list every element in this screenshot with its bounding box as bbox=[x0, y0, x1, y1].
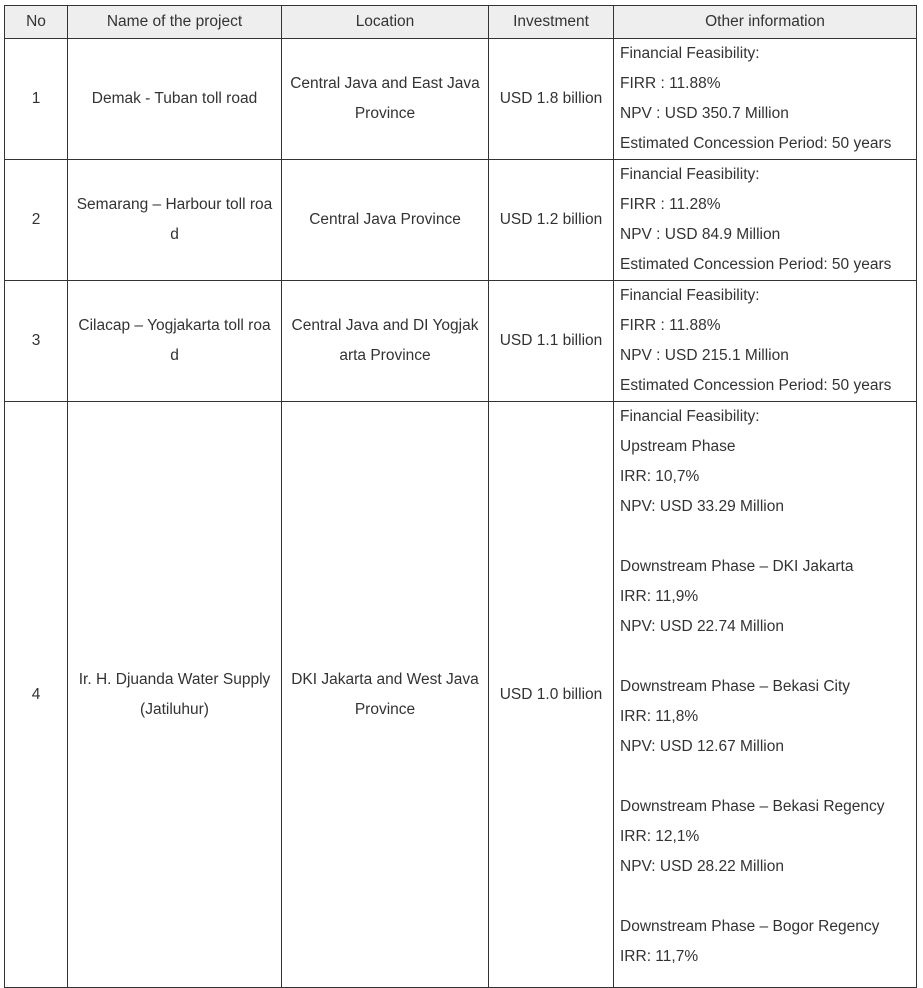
info-line: Financial Feasibility: bbox=[620, 287, 760, 304]
info-line: Financial Feasibility: bbox=[620, 166, 760, 183]
table-row bbox=[5, 39, 917, 160]
info-line: Estimated Concession Period: 50 years bbox=[620, 377, 892, 394]
info-line: NPV : USD 350.7 Million bbox=[620, 105, 789, 122]
header-location: Location bbox=[282, 6, 489, 39]
header-investment: Investment bbox=[489, 6, 614, 39]
info-line: IRR: 11,8% bbox=[620, 708, 699, 725]
info-line: NPV: USD 28.22 Million bbox=[620, 858, 784, 875]
row-investment: USD 1.0 billion bbox=[489, 402, 614, 988]
info-line: Downstream Phase – DKI Jakarta bbox=[620, 558, 854, 575]
row-no: 2 bbox=[5, 160, 68, 281]
row-location: Central Java Province bbox=[309, 211, 461, 228]
info-line: IRR: 12,1% bbox=[620, 828, 700, 845]
row-location: DKI Jakarta and West Java Province bbox=[291, 670, 479, 718]
row-location: Central Java and East Java Province bbox=[290, 75, 480, 122]
info-line: Downstream Phase – Bogor Regency bbox=[620, 918, 880, 935]
info-line: Downstream Phase – Bekasi Regency bbox=[620, 798, 885, 815]
row-other-information bbox=[614, 39, 917, 160]
row-other-information bbox=[614, 402, 917, 988]
info-line: NPV: USD 33.29 Million bbox=[620, 498, 784, 515]
row-project-name: Semarang – Harbour toll road bbox=[76, 196, 273, 243]
table-row bbox=[5, 281, 917, 402]
header-other-information: Other information bbox=[614, 6, 917, 39]
info-line: IRR: 11,7% bbox=[620, 948, 699, 965]
info-line: Financial Feasibility: bbox=[620, 408, 760, 425]
table-row bbox=[5, 160, 917, 281]
table-row bbox=[5, 402, 917, 988]
info-line bbox=[620, 642, 910, 672]
info-line: NPV: USD 12.67 Million bbox=[620, 738, 784, 755]
row-no: 3 bbox=[5, 281, 68, 402]
row-project-name: Cilacap – Yogjakarta toll road bbox=[78, 317, 271, 364]
info-line: IRR: 10,7% bbox=[620, 468, 700, 485]
info-line: FIRR : 11.88% bbox=[620, 317, 721, 334]
info-line: NPV : USD 84.9 Million bbox=[620, 226, 781, 243]
info-line bbox=[620, 762, 910, 792]
row-investment: USD 1.8 billion bbox=[489, 39, 614, 160]
row-location: Central Java and DI Yogjakarta Province bbox=[291, 317, 479, 364]
info-line: Upstream Phase bbox=[620, 438, 736, 455]
info-line: FIRR : 11.88% bbox=[620, 75, 721, 92]
row-project-name: Demak - Tuban toll road bbox=[91, 90, 258, 107]
header-name: Name of the project bbox=[68, 6, 282, 39]
info-line: NPV: USD 22.74 Million bbox=[620, 618, 784, 635]
info-line bbox=[620, 882, 910, 912]
row-investment: USD 1.1 billion bbox=[489, 281, 614, 402]
info-line bbox=[620, 522, 910, 552]
info-line: Estimated Concession Period: 50 years bbox=[620, 135, 892, 152]
info-line: FIRR : 11.28% bbox=[620, 196, 721, 213]
row-no: 1 bbox=[5, 39, 68, 160]
row-other-information bbox=[614, 281, 917, 402]
info-line: Downstream Phase – Bekasi City bbox=[620, 678, 851, 695]
projects-table bbox=[4, 5, 917, 988]
info-line: IRR: 11,9% bbox=[620, 588, 699, 605]
row-other-information bbox=[614, 160, 917, 281]
header-no: No bbox=[5, 6, 68, 39]
info-line: Estimated Concession Period: 50 years bbox=[620, 256, 892, 273]
table-header-row bbox=[5, 6, 917, 39]
info-line: NPV : USD 215.1 Million bbox=[620, 347, 789, 364]
row-investment: USD 1.2 billion bbox=[489, 160, 614, 281]
info-line: Financial Feasibility: bbox=[620, 45, 760, 62]
row-no: 4 bbox=[5, 402, 68, 988]
row-project-name: Ir. H. Djuanda Water Supply (Jatiluhur) bbox=[78, 670, 271, 718]
